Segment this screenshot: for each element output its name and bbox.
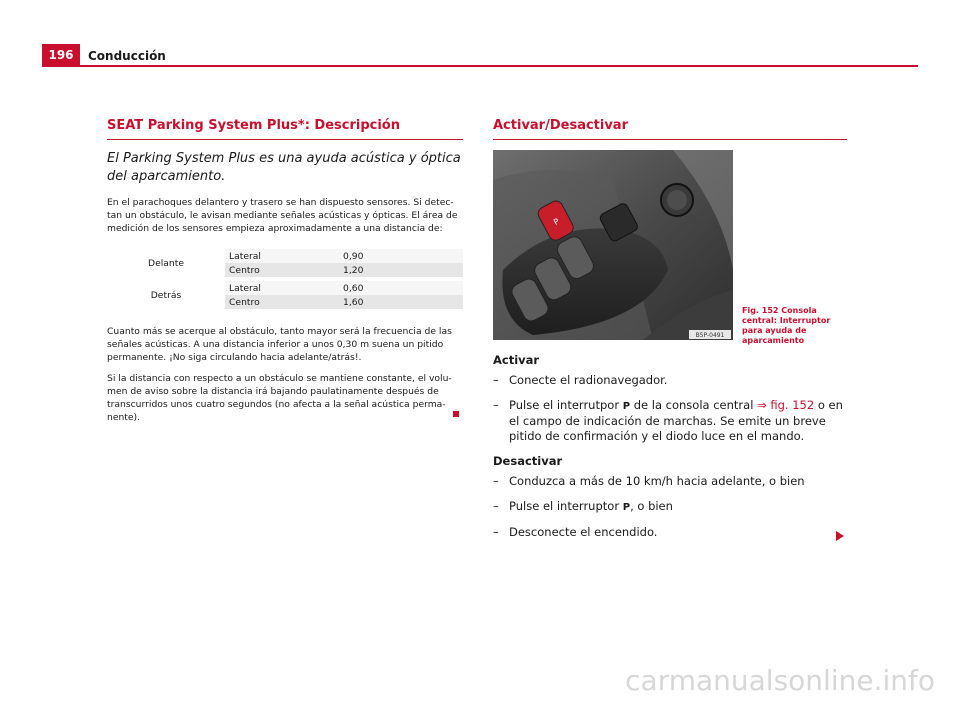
right-column-heading (493, 118, 847, 150)
continue-arrow-icon (836, 531, 844, 541)
position-cell: Lateral (225, 281, 339, 295)
figure-code: B5P-0491 (695, 332, 725, 339)
list-item (493, 398, 847, 444)
dash-marker: – (493, 373, 499, 387)
page-number: 196 (42, 44, 80, 66)
svg-text:P: P (552, 216, 561, 228)
step-text: o en el campo de indicación de marchas. Se emite un breve pitido de confirmación y el diodo luce en el mando. (509, 398, 843, 443)
group-label-front: Delante (148, 257, 184, 269)
value-cell: 1,20 (339, 263, 463, 277)
chapter-title: Conducción (88, 49, 166, 63)
group-label-rear: Detrás (150, 289, 182, 301)
dash-marker: – (493, 474, 499, 488)
dash-marker: – (493, 525, 499, 539)
distance-table (107, 249, 463, 309)
section-title-description: SEAT Parking System Plus*: Descripción (107, 118, 400, 133)
dash-marker: – (493, 499, 499, 513)
steps (493, 353, 847, 550)
intro-text: El Parking System Plus es una ayuda acústica y óptica del aparcamiento. (107, 151, 461, 184)
value-cell: 0,60 (339, 281, 463, 295)
figure-label: Fig. 152 (742, 306, 779, 315)
position-cell: Lateral (225, 249, 339, 263)
list-item (493, 499, 847, 515)
paragraph-frequency: Cuanto más se acerque al obstáculo, tanto mayor será la frecuencia de las señales acústicas. A una distancia inferior a unos 0,30 m suena un pitido permanente. ¡No siga circulando hacia adelante/atrás!. (107, 326, 452, 363)
step-text: Conecte el radionavegador. (509, 373, 668, 387)
figure-caption-text: Consola central: Interruptor para ayuda de aparcamiento (742, 306, 831, 345)
header-rule (42, 65, 918, 67)
position-cell: Centro (225, 263, 339, 277)
figure-center-console (493, 150, 733, 340)
list-item (493, 474, 847, 489)
list-item (493, 525, 847, 540)
table-row (107, 281, 463, 295)
paragraph-volume: Si la distancia con respecto a un obstáculo se mantiene constante, el volu-men de aviso sobre la distancia irá bajando paulatinamente después de transcurridos unos cuatro segundos (no afecta a la señal acústica perma-nente). (107, 373, 452, 423)
paragraph-sensors: En el parachoques delantero y trasero se han dispuesto sensores. Si detec-tan un obstáculo, le avisan mediante señales acústicas y ópticas. El área de medición de los sensores empieza aproximadamente a una distancia de: (107, 197, 458, 234)
position-cell: Centro (225, 295, 339, 309)
watermark: carmanualsonline.info (625, 664, 935, 697)
step-text: Desconecte el encendido. (509, 525, 658, 539)
step-text: Conduzca a más de 10 km/h hacia adelante, o bien (509, 474, 805, 488)
section-end-mark (453, 411, 459, 417)
list-item (493, 373, 847, 388)
section-rule (493, 139, 847, 140)
step-text: , o bien (630, 499, 673, 513)
heading-deactivate: Desactivar (493, 454, 563, 468)
section-title-activate: Activar/Desactivar (493, 118, 628, 133)
heading-activate: Activar (493, 353, 540, 367)
table-row (107, 249, 463, 263)
value-cell: 0,90 (339, 249, 463, 263)
value-cell: 1,60 (339, 295, 463, 309)
parking-sensor-icon: P (622, 401, 631, 412)
step-text: Pulse el interrutpor (509, 398, 620, 412)
left-column (107, 118, 463, 432)
figure-caption (742, 306, 852, 346)
step-text: Pulse el interruptor (509, 499, 620, 513)
dash-marker: – (493, 398, 499, 412)
figure-reference-link[interactable]: ⇒ fig. 152 (757, 398, 815, 412)
console-photo (493, 150, 733, 340)
section-rule (107, 139, 463, 140)
parking-sensor-icon: P (622, 502, 631, 513)
step-text: de la consola central (633, 398, 754, 412)
